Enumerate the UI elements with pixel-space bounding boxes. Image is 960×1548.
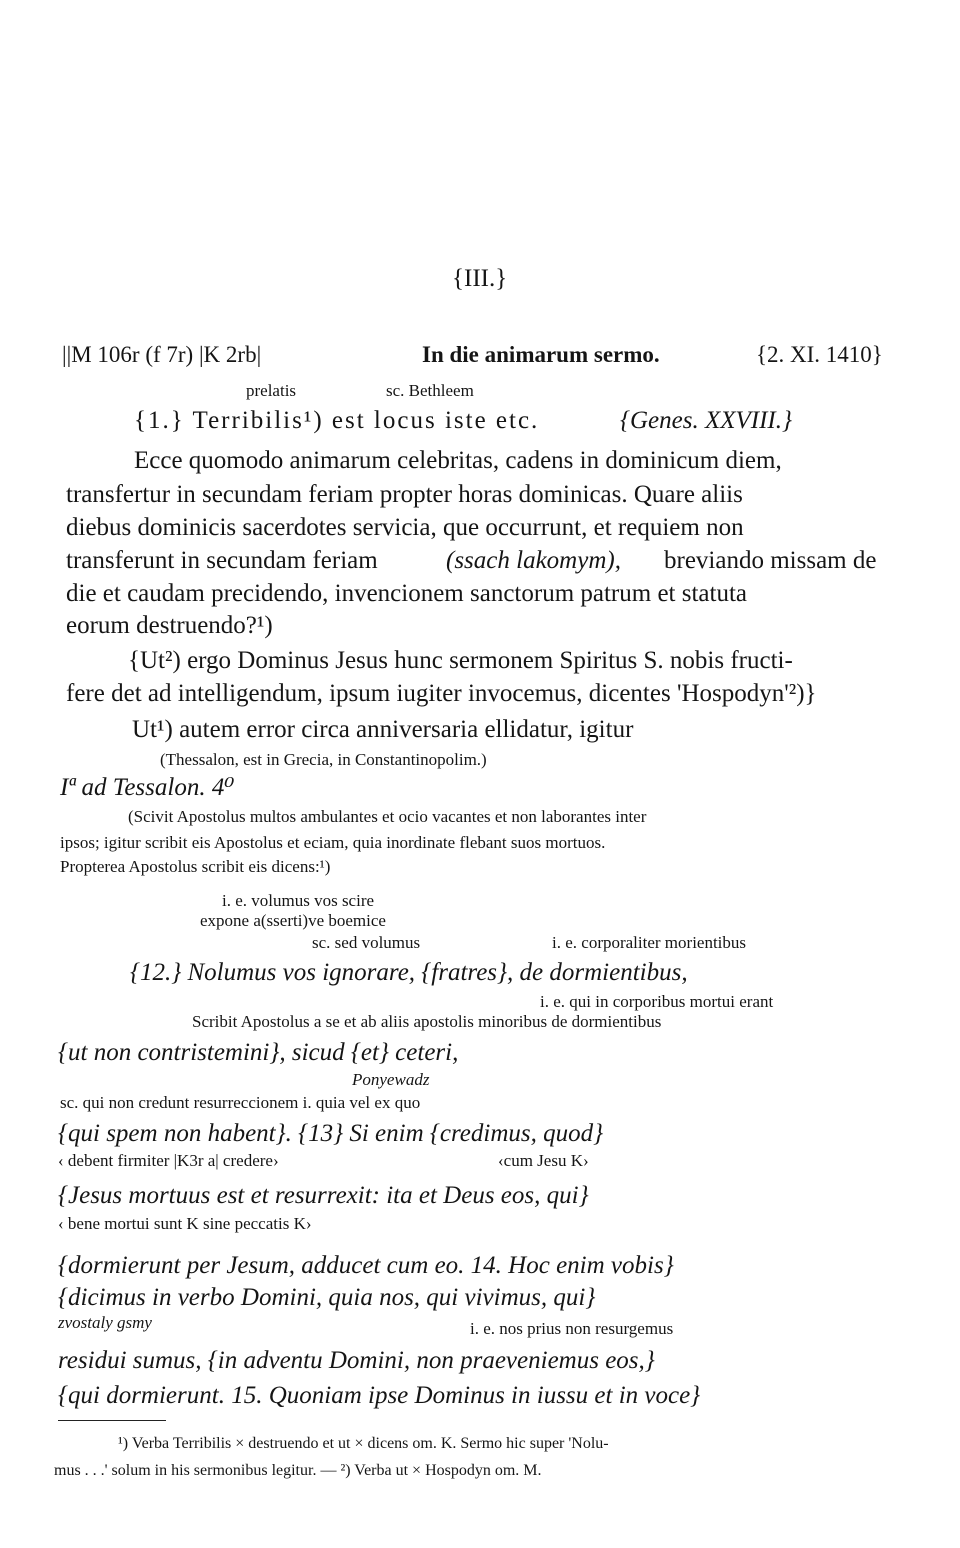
text-line: {Jesus mortuus est et resurrexit: ita et Deus eos, qui} xyxy=(58,1182,589,1209)
gloss-line: i. e. corporaliter morientibus xyxy=(552,933,747,952)
text-line: diebus dominicis sacerdotes servicia, que occurrunt, et requiem non xyxy=(66,514,744,541)
text-line: breviando missam de xyxy=(664,547,877,574)
gloss-line: Propterea Apostolus scribit eis dicens:¹) xyxy=(60,857,331,876)
gloss-line: ‹cum Jesu K› xyxy=(498,1151,589,1170)
gloss-line: sc. qui non credunt resurreccionem i. quia vel ex quo xyxy=(60,1093,421,1112)
text-line: {dormierunt per Jesum, adducet cum eo. 14. Hoc enim vobis} xyxy=(58,1252,674,1279)
gloss-line: zvostaly gsmy xyxy=(58,1313,152,1332)
text-line: {Genes. XXVIII.} xyxy=(620,407,793,434)
text-line: residui sumus, {in adventu Domini, non praeveniemus eos,} xyxy=(58,1347,655,1374)
text-line: transferunt in secundam feriam xyxy=(66,547,378,574)
gloss-line: sc. sed volumus xyxy=(312,933,421,952)
text-line: Ecce quomodo animarum celebritas, cadens in dominicum diem, xyxy=(134,447,782,474)
text-line: fere det ad intelligendum, ipsum iugiter invocemus, dicentes 'Hospodyn'²)} xyxy=(66,680,817,707)
text-line: Ut¹) autem error circa anniversaria ellidatur, igitur xyxy=(132,716,634,743)
gloss-line: i. e. nos prius non resurgemus xyxy=(470,1319,674,1338)
gloss-line: i. e. volumus vos scire xyxy=(222,891,375,910)
footnote-line: ¹) Verba Terribilis × destruendo et ut × dicens om. K. Sermo hic super 'Nolu- xyxy=(118,1435,609,1452)
gloss-line: Scribit Apostolus a se et ab aliis apostolis minoribus de dormientibus xyxy=(192,1012,662,1031)
text-line: {qui spem non habent}. {13} Si enim {credimus, quod} xyxy=(58,1120,604,1147)
sermon-date: {2. XI. 1410} xyxy=(756,342,883,367)
text-line: {ut non contristemini}, sicud {et} ceteri, xyxy=(58,1039,459,1066)
text-line: {12.} Nolumus vos ignorare, {fratres}, de dormientibus, xyxy=(130,959,688,986)
gloss-line: (Scivit Apostolus multos ambulantes et ocio vacantes et non laborantes inter xyxy=(128,807,647,826)
text-line: Iª ad Tessalon. 4⁰ xyxy=(60,774,235,801)
gloss-line: ‹ debent firmiter |K3r a| credere› xyxy=(58,1151,279,1170)
gloss-line: sc. Bethleem xyxy=(386,381,474,400)
section-number: {III.} xyxy=(452,265,508,292)
gloss-line: ipsos; igitur scribit eis Apostolus et eciam, quia inordinate flebant suos mortuos. xyxy=(60,833,606,852)
gloss-line: expone a(sserti)ve boemice xyxy=(200,911,386,930)
footnote-divider xyxy=(58,1420,166,1421)
text-line: {dicimus in verbo Domini, quia nos, qui vivimus, qui} xyxy=(58,1284,596,1311)
text-line: {Ut²) ergo Dominus Jesus hunc sermonem Spiritus S. nobis fructi- xyxy=(128,647,793,674)
text-line: {1.} Terribilis¹) est locus iste etc. xyxy=(134,407,540,434)
gloss-line: (Thessalon, est in Grecia, in Constantinopolim.) xyxy=(160,750,487,769)
gloss-line: i. e. qui in corporibus mortui erant xyxy=(540,992,774,1011)
text-line: (ssach lakomym), xyxy=(446,547,621,574)
sermon-title: In die animarum sermo. xyxy=(422,342,660,367)
text-line: die et caudam precidendo, invencionem sanctorum patrum et statuta xyxy=(66,580,748,607)
text-line: {qui dormierunt. 15. Quoniam ipse Dominus in iussu et in voce} xyxy=(58,1382,701,1409)
manuscript-reference: ||M 106r (f 7r) |K 2rb| xyxy=(62,342,262,367)
text-line: eorum destruendo?¹) xyxy=(66,612,273,639)
gloss-line: Ponyewadz xyxy=(352,1070,430,1089)
gloss-line: prelatis xyxy=(246,381,297,400)
footnote-line: mus . . .' solum in his sermonibus legitur. — ²) Verba ut × Hospodyn om. M. xyxy=(54,1462,542,1479)
text-line: transfertur in secundam feriam propter horas dominicas. Quare aliis xyxy=(66,481,743,508)
gloss-line: ‹ bene mortui sunt K sine peccatis K› xyxy=(58,1214,312,1233)
